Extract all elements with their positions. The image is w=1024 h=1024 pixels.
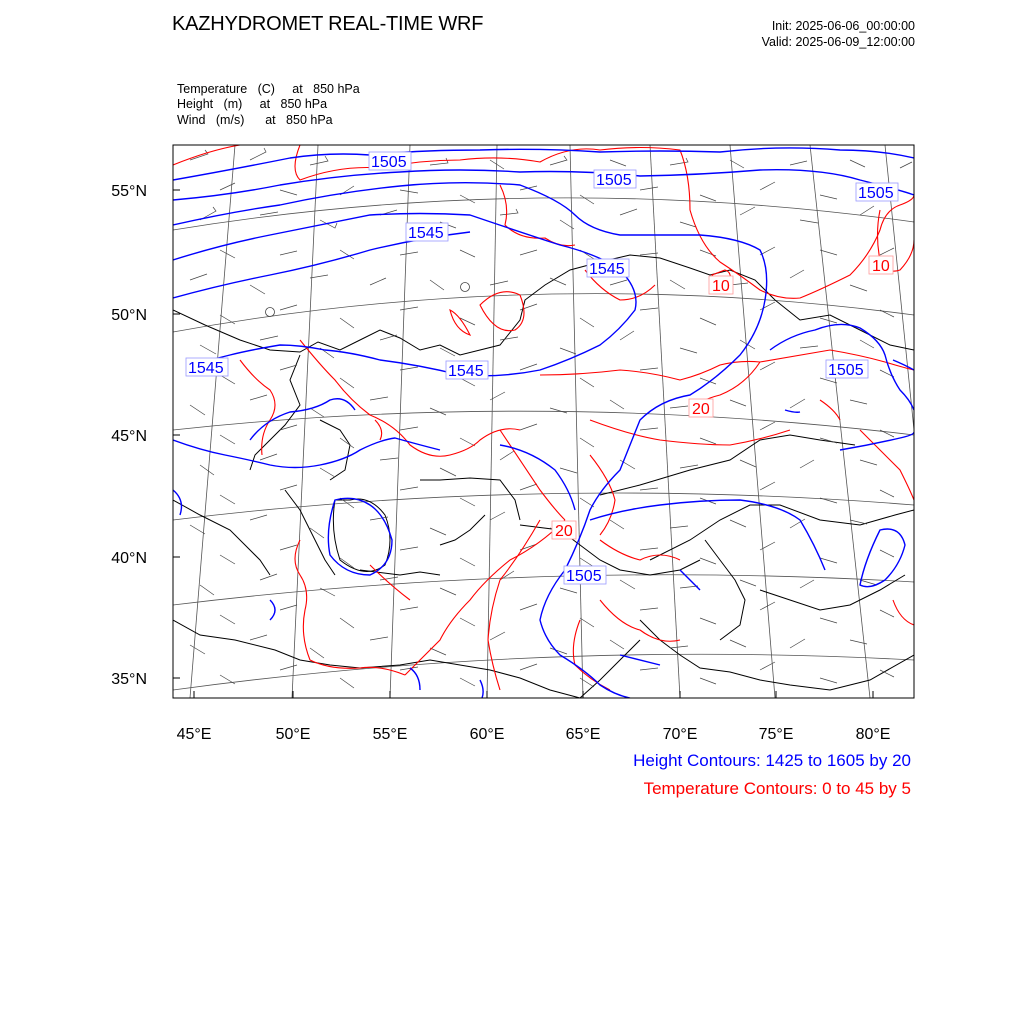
temperature-contour-labels: [552, 256, 893, 540]
temperature-contour-legend: Temperature Contours: 0 to 45 by 5: [643, 779, 911, 798]
axis-ticks: [173, 190, 873, 698]
height-contour-label: 1545: [188, 360, 224, 377]
field-temperature-label: Temperature (C) at 850 hPa: [177, 82, 360, 96]
temperature-contour-label: 20: [555, 523, 573, 540]
height-contour-label: 1505: [828, 362, 864, 379]
height-contour-label: 1505: [596, 172, 632, 189]
temperature-contour-label: 10: [872, 258, 890, 275]
lon-label: 65°E: [565, 726, 601, 743]
height-contour-label: 1505: [858, 185, 894, 202]
chart-title: KAZHYDROMET REAL-TIME WRF: [172, 13, 484, 35]
lon-label: 75°E: [758, 726, 794, 743]
lon-label: 70°E: [662, 726, 698, 743]
height-contour-label: 1545: [408, 225, 444, 242]
temperature-contour-label: 20: [692, 401, 710, 418]
field-wind-label: Wind (m/s) at 850 hPa: [177, 113, 333, 127]
height-contour-legend: Height Contours: 1425 to 1605 by 20: [633, 751, 911, 770]
lon-label: 60°E: [469, 726, 505, 743]
height-contour-labels: [186, 152, 898, 585]
lat-label: 45°N: [111, 428, 147, 445]
lat-label: 55°N: [111, 183, 147, 200]
valid-time: Valid: 2025-06-09_12:00:00: [761, 35, 915, 49]
lon-label: 45°E: [176, 726, 212, 743]
init-time: Init: 2025-06-06_00:00:00: [771, 19, 915, 33]
height-contour-label: 1545: [589, 261, 625, 278]
field-height-label: Height (m) at 850 hPa: [177, 97, 328, 111]
lat-label: 50°N: [111, 307, 147, 324]
lon-label: 50°E: [275, 726, 311, 743]
height-contour-label: 1545: [448, 363, 484, 380]
height-contour-label: 1505: [566, 568, 602, 585]
lon-label: 55°E: [372, 726, 408, 743]
height-contours: [173, 148, 914, 698]
temperature-contour-label: 10: [712, 278, 730, 295]
height-contour-label: 1505: [371, 154, 407, 171]
graticule: [173, 145, 914, 698]
calm-wind-markers: [266, 283, 470, 317]
lat-label: 35°N: [111, 671, 147, 688]
plot-frame: [173, 145, 914, 698]
lat-label: 40°N: [111, 550, 147, 567]
lon-label: 80°E: [855, 726, 891, 743]
